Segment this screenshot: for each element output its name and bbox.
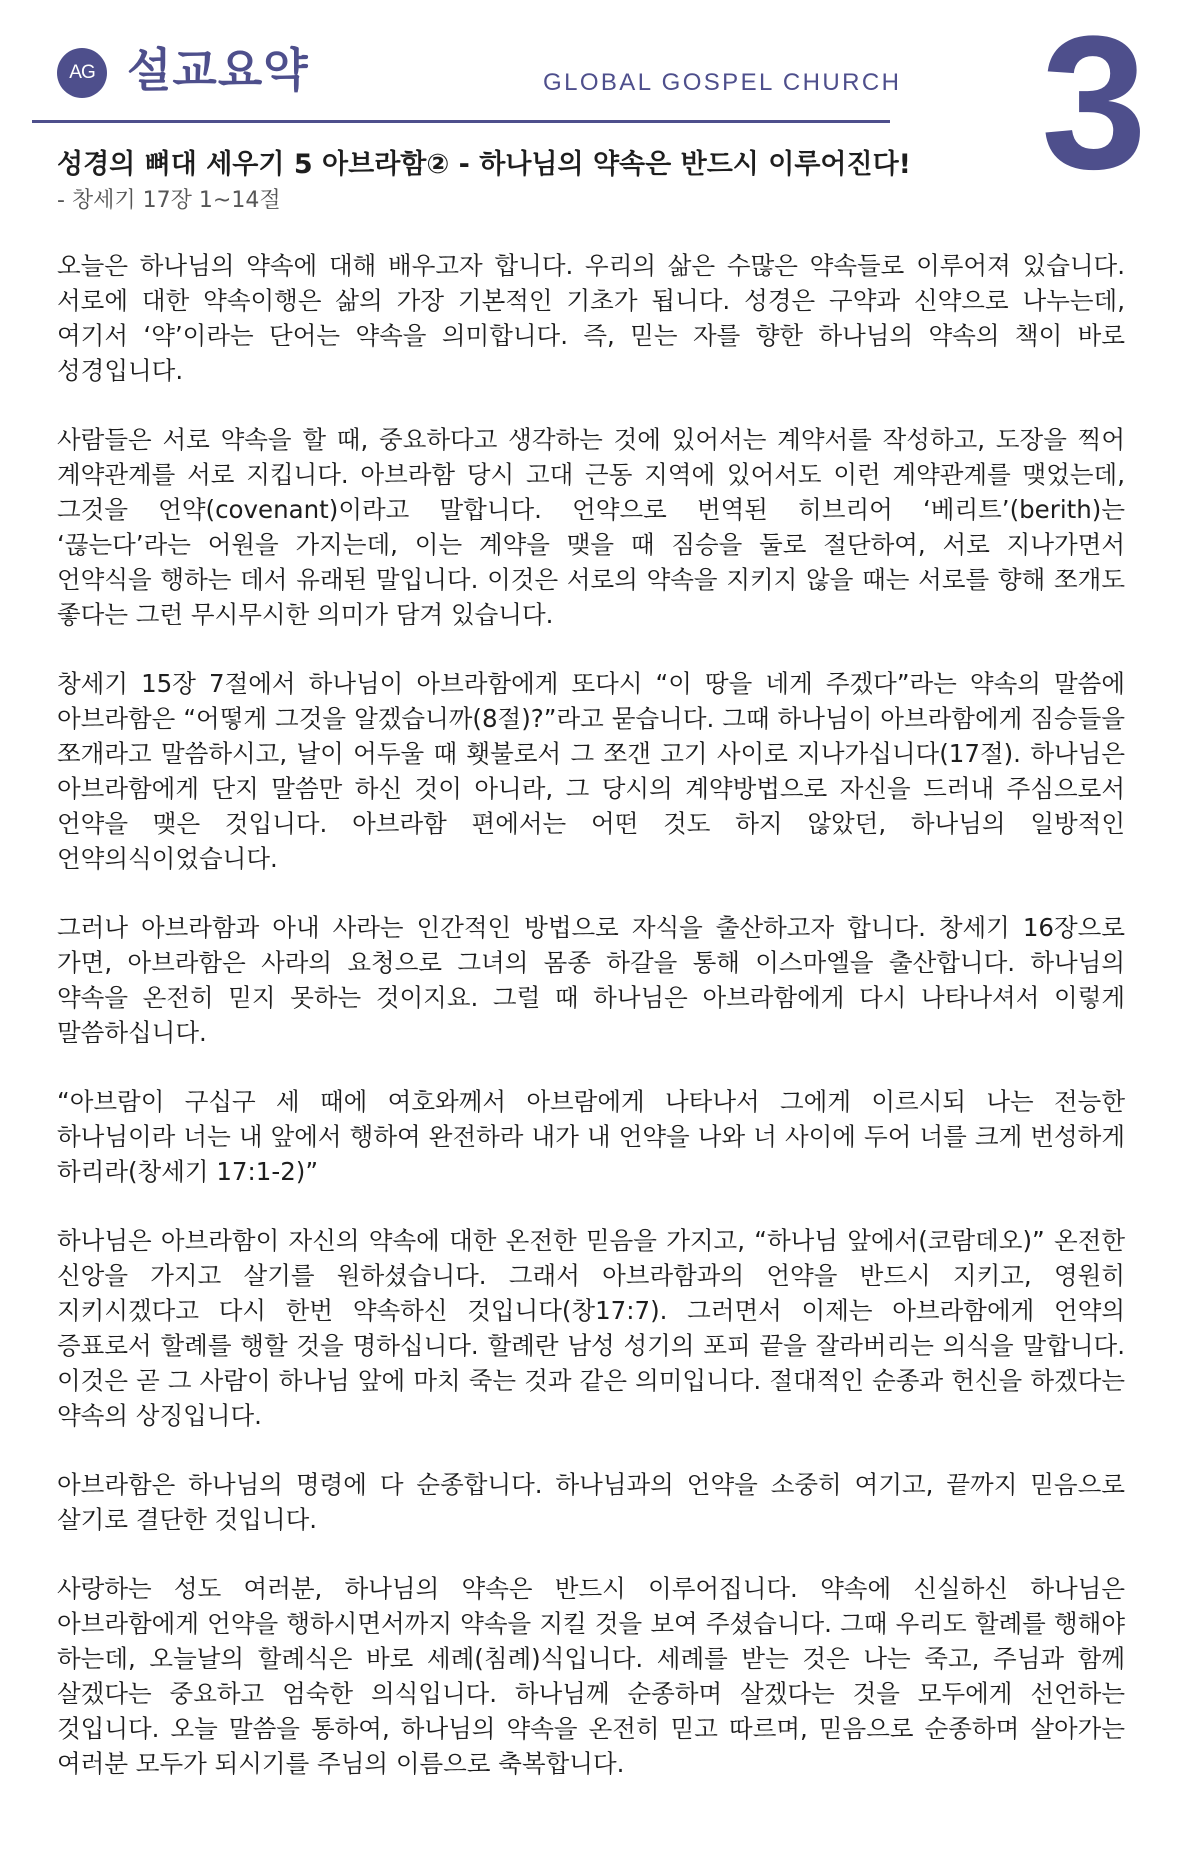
scripture-reference: - 창세기 17장 1~14절 (57, 188, 281, 213)
sermon-title: 성경의 뼈대 세우기 5 아브라함② - 하나님의 약속은 반드시 이루어진다! (57, 149, 911, 180)
scripture-quote: “아브람이 구십구 세 때에 여호와께서 아브람에게 나타나서 그에게 이르시되 나는 전능한 하나님이라 너는 내 앞에서 행하여 완전하라 내가 내 언약을 나와 너 사이에 두어 너를 크게 번성하게 하리라(창세기 17:1-2)” (57, 1087, 1125, 1186)
header-divider (32, 120, 890, 123)
paragraph: 오늘은 하나님의 약속에 대해 배우고자 합니다. 우리의 삶은 수많은 약속들로 이루어져 있습니다. 서로에 대한 약속이행은 삶의 가장 기본적인 기초가 됩니다. 성경은 구약과 신약으로 나누는데, 여기서 ‘약’이라는 단어는 약속을 의미합니다. 즉, 믿는 자를 향한 하나님의 약속의 책이 바로 성경입니다. (57, 251, 1125, 385)
paragraph: 하나님은 아브라함이 자신의 약속에 대한 온전한 믿음을 가지고, “하나님 앞에서(코람데오)” 온전한 신앙을 가지고 살기를 원하셨습니다. 그래서 아브라함과의 언약을 반드시 지키고, 영원히 지키시겠다고 다시 한번 약속하신 것입니다(창17:7). 그러면서 이제는 아브라함에게 언약의 증표로서 할례를 행할 것을 명하십니다. 할례란 남성 성기의 포피 끝을 잘라버리는 의식을 말합니다. 이것은 곧 그 사람이 하나님 앞에 마치 죽는 것과 같은 의미입니다. 절대적인 순종과 헌신을 하겠다는 약속의 상징입니다. (57, 1226, 1125, 1430)
church-logo-icon (57, 48, 107, 98)
sermon-body (57, 248, 1125, 1815)
church-name: GLOBAL GOSPEL CHURCH (543, 69, 902, 96)
issue-number: 3 (1041, 0, 1147, 209)
paragraph: 창세기 15장 7절에서 하나님이 아브라함에게 또다시 “이 땅을 네게 주겠다”라는 약속의 말씀에 아브라함은 “어떻게 그것을 알겠습니까(8절)?”라고 묻습니다. 그때 하나님이 아브라함에게 짐승들을 쪼개라고 말씀하시고, 날이 어두울 때 횃불로서 그 쪼갠 고기 사이로 지나가십니다(17절). 하나님은 아브라함에게 단지 말씀만 하신 것이 아니라, 그 당시의 계약방법으로 자신을 드러내 주심으로서 언약을 맺은 것입니다. 아브라함 편에서는 어떤 것도 하지 않았던, 하나님의 일방적인 언약의식이었습니다. (57, 669, 1125, 873)
paragraph: 아브라함은 하나님의 명령에 다 순종합니다. 하나님과의 언약을 소중히 여기고, 끝까지 믿음으로 살기로 결단한 것입니다. (57, 1470, 1125, 1534)
paragraph: 사람들은 서로 약속을 할 때, 중요하다고 생각하는 것에 있어서는 계약서를 작성하고, 도장을 찍어 계약관계를 서로 지킵니다. 아브라함 당시 고대 근동 지역에 있어서도 이런 계약관계를 맺었는데, 그것을 언약(covenant)이라고 말합니다. 언약으로 번역된 히브리어 ‘베리트’(berith)는 ‘끊는다’라는 어원을 가지는데, 이는 계약을 맺을 때 짐승을 둘로 절단하여, 서로 지나가면서 언약식을 행하는 데서 유래된 말입니다. 이것은 서로의 약속을 지키지 않을 때는 서로를 향해 쪼개도 좋다는 그런 무시무시한 의미가 담겨 있습니다. (57, 425, 1125, 629)
paragraph: 사랑하는 성도 여러분, 하나님의 약속은 반드시 이루어집니다. 약속에 신실하신 하나님은 아브라함에게 언약을 행하시면서까지 약속을 지킬 것을 보여 주셨습니다. 그때 우리도 할례를 행해야 하는데, 오늘날의 할례식은 바로 세례(침례)식입니다. 세례를 받는 것은 나는 죽고, 주님과 함께 살겠다는 중요하고 엄숙한 의식입니다. 하나님께 순종하며 살겠다는 것을 모두에게 선언하는 것입니다. 오늘 말씀을 통하여, 하나님의 약속을 온전히 믿고 따르며, 믿음으로 순종하며 살아가는 여러분 모두가 되시기를 주님의 이름으로 축복합니다. (57, 1574, 1125, 1778)
logo-text: AG (69, 62, 95, 83)
page-title: 설교요약 (127, 43, 309, 97)
paragraph: 그러나 아브라함과 아내 사라는 인간적인 방법으로 자식을 출산하고자 합니다. 창세기 16장으로 가면, 아브라함은 사라의 요청으로 그녀의 몸종 하갈을 통해 이스마엘을 출산합니다. 하나님의 약속을 온전히 믿지 못하는 것이지요. 그럴 때 하나님은 아브라함에게 다시 나타나셔서 이렇게 말씀하십니다. (57, 913, 1125, 1047)
